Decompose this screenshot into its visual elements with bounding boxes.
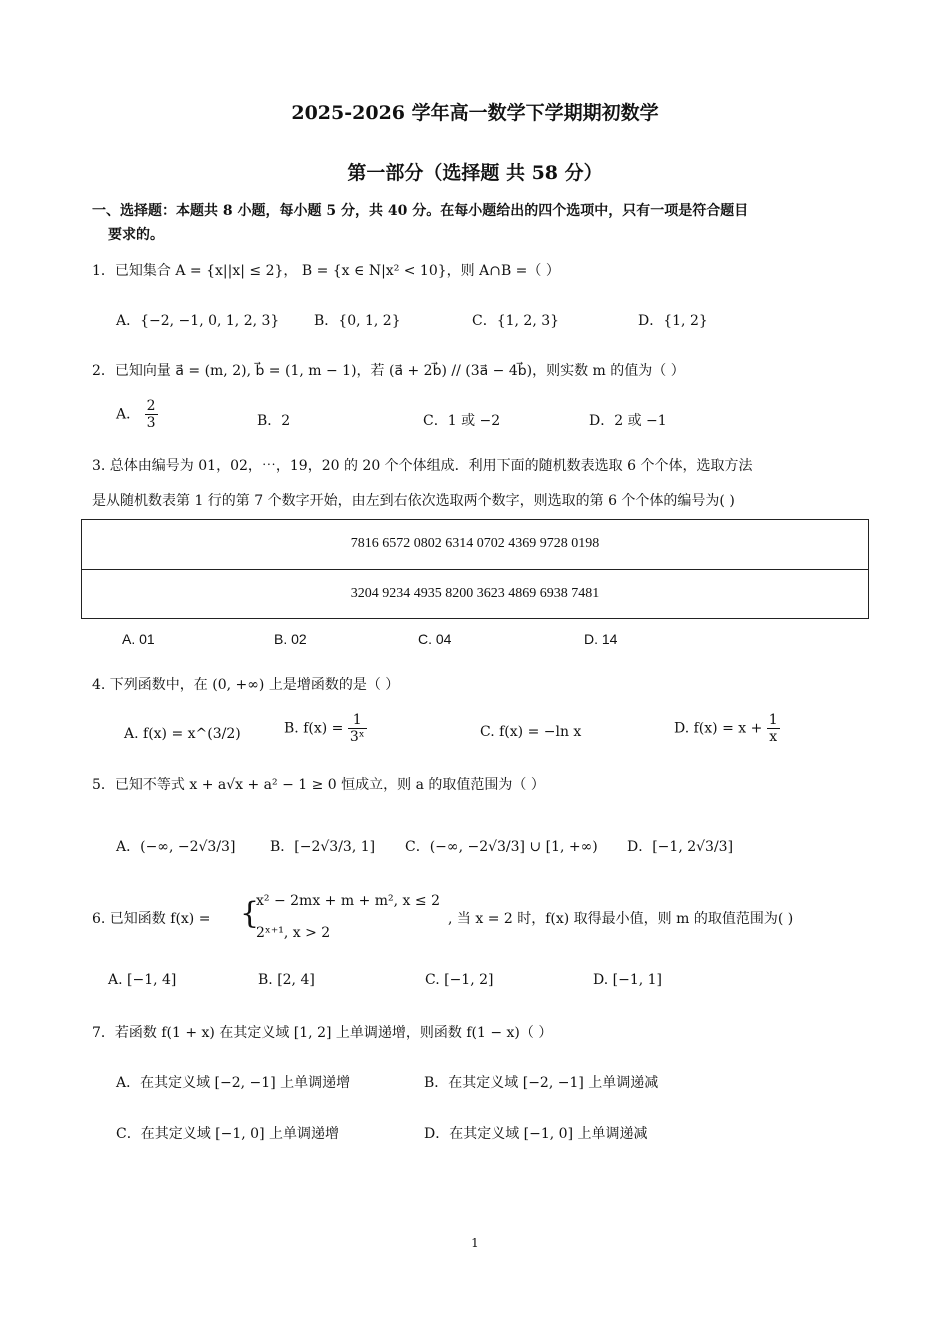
- q4-option-b-label: B. f(x) =: [284, 720, 344, 737]
- q2-option-a: [116, 398, 158, 431]
- part-title: 第一部分（选择题 共 58 分）: [347, 162, 603, 184]
- section-instruction-line1: 一、选择题：本题共 8 小题，每小题 5 分，共 40 分。在每小题给出的四个选项中，只有一项是符合题目: [92, 203, 749, 219]
- q5-option-a: A．(−∞, −2√3/3]: [116, 839, 236, 855]
- q1-option-c: C．{1, 2, 3}: [472, 313, 560, 329]
- page-number: 1: [471, 1236, 479, 1250]
- question-3-stem-line1: 3. 总体由编号为 01，02，⋯，19，20 的 20 个个体组成．利用下面的随机数表选取 6 个个体，选取方法: [92, 458, 753, 474]
- q5-option-b: B．[−2√3/3, 1]: [270, 839, 376, 855]
- question-7-stem: 7．若函数 f(1 + x) 在其定义域 [1, 2] 上单调递增，则函数 f(1 − x)（ ）: [92, 1025, 553, 1041]
- q4-option-b-fraction: [348, 712, 367, 745]
- question-4-stem: 4. 下列函数中，在 (0, +∞) 上是增函数的是（ ）: [92, 677, 400, 693]
- question-1-stem: 1．已知集合 A = {x||x| ≤ 2}， B = {x ∈ N|x² < 10}，则 A∩B =（ ）: [92, 263, 560, 279]
- q4-option-a: A. f(x) = x^(3/2): [124, 726, 241, 742]
- question-5-stem: 5．已知不等式 x + a√x + a² − 1 ≥ 0 恒成立，则 a 的取值范围为（ ）: [92, 777, 545, 793]
- q4-option-b-numerator: 1: [348, 712, 367, 729]
- q1-option-d: D．{1, 2}: [638, 313, 708, 329]
- random-table-row-2: 3204 9234 4935 8200 3623 4869 6938 7481: [350, 586, 600, 601]
- q6-option-c: C. [−1, 2]: [425, 972, 494, 988]
- question-6-stem-prefix: 6. 已知函数 f(x) =: [92, 911, 211, 927]
- q6-option-b: B. [2, 4]: [258, 972, 315, 988]
- q2-option-a-denominator: 3: [146, 415, 156, 432]
- q5-option-d: D．[−1, 2√3/3]: [627, 839, 734, 855]
- q2-option-d: D．2 或 −1: [589, 413, 667, 429]
- q7-option-b: B．在其定义域 [−2, −1] 上单调递减: [424, 1075, 659, 1091]
- q5-option-c: C．(−∞, −2√3/3] ∪ [1, +∞): [405, 839, 598, 855]
- question-2-stem: 2．已知向量 a⃗ = (m, 2), b⃗ = (1, m − 1)，若 (a⃗ + 2b⃗) // (3a⃗ − 4b⃗)，则实数 m 的值为（ ）: [92, 363, 685, 379]
- q2-option-b: B．2: [257, 413, 291, 429]
- q3-option-c: C. 04: [418, 631, 452, 647]
- random-table-divider: [82, 569, 868, 570]
- q4-option-c: C. f(x) = −ln x: [480, 724, 582, 740]
- q1-option-b: B．{0, 1, 2}: [314, 313, 401, 329]
- q4-option-d: [674, 712, 780, 745]
- question-6-stem-suffix: , 当 x = 2 时，f(x) 取得最小值，则 m 的取值范围为( ): [448, 911, 794, 927]
- q4-option-b: [284, 712, 367, 745]
- q4-option-d-label: D. f(x) = x +: [674, 720, 763, 737]
- q6-piecewise-brace: {: [240, 896, 260, 931]
- q3-option-b: B. 02: [274, 631, 307, 647]
- q3-option-d: D. 14: [584, 631, 618, 647]
- q7-option-d: D．在其定义域 [−1, 0] 上单调递减: [424, 1126, 648, 1142]
- q3-option-a: A. 01: [122, 631, 155, 647]
- q7-option-a: A．在其定义域 [−2, −1] 上单调递增: [116, 1075, 351, 1091]
- q4-option-d-numerator: 1: [768, 712, 778, 728]
- q6-piece-2: 2ˣ⁺¹, x > 2: [256, 925, 331, 941]
- random-table-row-1: 7816 6572 0802 6314 0702 4369 9728 0198: [350, 536, 600, 551]
- q4-option-d-fraction: [767, 712, 780, 745]
- question-3-stem-line2: 是从随机数表第 1 行的第 7 个数字开始，由左到右依次选取两个数字，则选取的第 6 个个体的编号为( ): [92, 493, 735, 509]
- q4-option-d-denominator: x: [769, 729, 778, 746]
- exam-title: 2025-2026 学年高一数学下学期期初数学: [291, 102, 659, 124]
- q6-option-d: D. [−1, 1]: [593, 972, 662, 988]
- q2-option-a-fraction: [145, 398, 158, 431]
- q6-piece-1: x² − 2mx + m + m², x ≤ 2: [256, 893, 440, 909]
- q1-option-a: A．{−2, −1, 0, 1, 2, 3}: [116, 313, 280, 329]
- random-number-table: [81, 519, 869, 619]
- q4-option-b-denominator: 3ˣ: [349, 729, 365, 746]
- q7-option-c: C．在其定义域 [−1, 0] 上单调递增: [116, 1126, 339, 1142]
- q6-option-a: A. [−1, 4]: [108, 972, 177, 988]
- q2-option-a-numerator: 2: [146, 398, 156, 414]
- q2-option-c: C．1 或 −2: [423, 413, 501, 429]
- section-instruction-line2: 要求的。: [108, 227, 164, 243]
- q2-option-a-label: A．: [116, 406, 141, 423]
